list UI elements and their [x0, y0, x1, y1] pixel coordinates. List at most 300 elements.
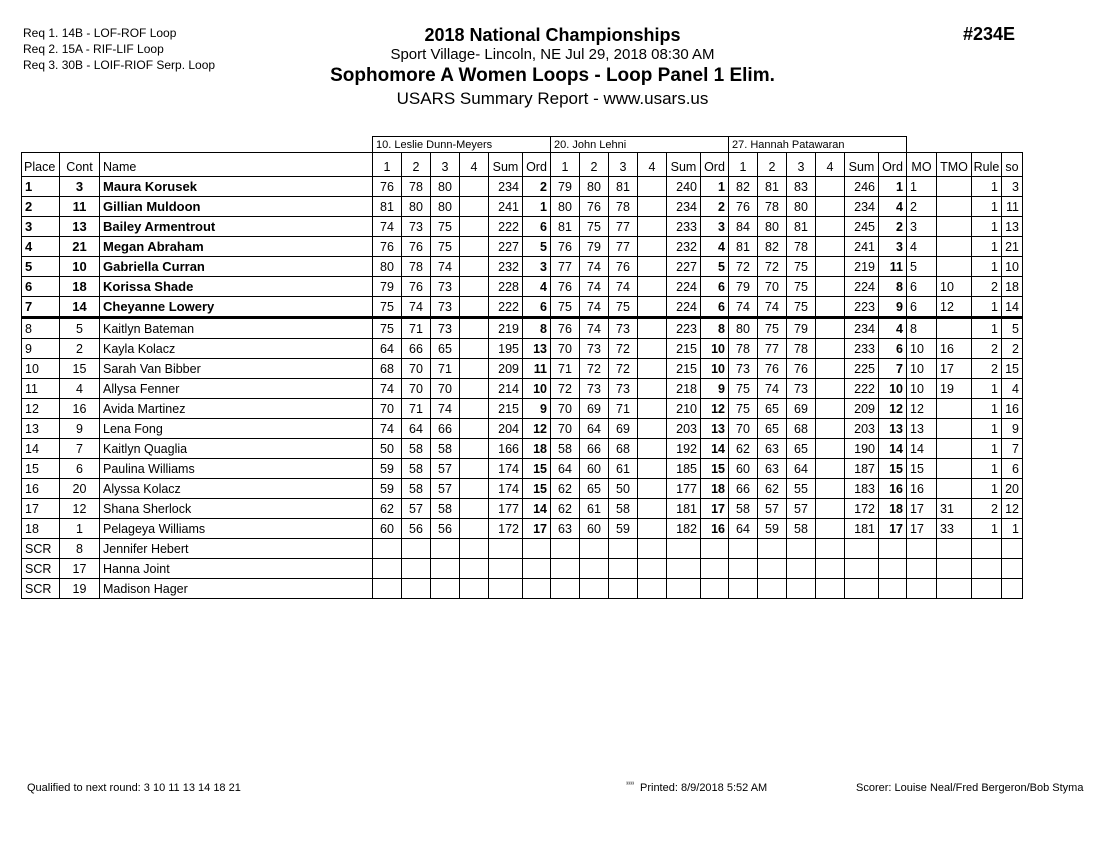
judge-2-score-cell: 76	[551, 237, 580, 257]
judge-1-score-cell: 70	[402, 379, 431, 399]
mo-cell: 16	[907, 479, 937, 499]
judge-3-score-cell: 74	[758, 297, 787, 318]
judge-2-score-cell: 80	[580, 177, 609, 197]
judge-3-sum-cell: 234	[845, 197, 879, 217]
contestant-number-cell: 5	[60, 318, 100, 339]
judge-2-score-cell: 63	[551, 519, 580, 539]
judge-1-score-cell	[460, 439, 489, 459]
judge-3-sum-cell: 172	[845, 499, 879, 519]
judge-2-score-cell: 79	[551, 177, 580, 197]
judge-1-score-cell	[460, 197, 489, 217]
judge-3-score-cell	[787, 559, 816, 579]
judge-1-name: 10. Leslie Dunn-Meyers	[373, 137, 551, 153]
judge-2-sum-cell: 181	[667, 499, 701, 519]
judge-3-sum-cell: 241	[845, 237, 879, 257]
judge-1-sum-cell: 209	[489, 359, 523, 379]
so-cell: 13	[1002, 217, 1023, 237]
requirements-list	[23, 25, 215, 73]
so-cell: 3	[1002, 177, 1023, 197]
judge-2-ord-cell	[701, 559, 729, 579]
table-row	[22, 479, 1023, 499]
judge-1-score-cell: 59	[373, 479, 402, 499]
judge-3-score-cell: 75	[729, 399, 758, 419]
judge-2-score-cell: 59	[609, 519, 638, 539]
so-cell: 5	[1002, 318, 1023, 339]
judge-3-score-cell: 62	[729, 439, 758, 459]
judge-2-ord-cell: 17	[701, 499, 729, 519]
so-cell: 14	[1002, 297, 1023, 318]
judge-3-sum-cell	[845, 559, 879, 579]
judge-1-score-cell: 58	[402, 439, 431, 459]
judge-1-score-cell	[460, 459, 489, 479]
rule-cell: 1	[972, 379, 1002, 399]
judge-1-ord-cell	[523, 559, 551, 579]
judge-2-score-cell	[638, 177, 667, 197]
judge-2-score-cell	[638, 539, 667, 559]
col-cont: Cont	[60, 153, 100, 177]
judge-1-score-cell	[373, 579, 402, 599]
judge-1-score-cell: 64	[373, 339, 402, 359]
judge-3-score-cell: 59	[758, 519, 787, 539]
skater-name-cell: Korissa Shade	[100, 277, 373, 297]
judge-1-ord-cell: 15	[523, 479, 551, 499]
judge-1-sum-cell	[489, 579, 523, 599]
contestant-number-cell: 8	[60, 539, 100, 559]
place-cell: SCR	[22, 579, 60, 599]
place-cell: 2	[22, 197, 60, 217]
judge-1-score-cell: 76	[373, 237, 402, 257]
judge-2-score-cell: 78	[609, 197, 638, 217]
judge-2-score-cell: 72	[609, 339, 638, 359]
col-tmo: TMO	[937, 153, 972, 177]
judge-2-ord-cell: 8	[701, 318, 729, 339]
judge-3-score-cell: 69	[787, 399, 816, 419]
judge-1-score-cell: 80	[373, 257, 402, 277]
judge-1-score-cell	[460, 297, 489, 318]
event-title: Sophomore A Women Loops - Loop Panel 1 Elim.	[330, 65, 775, 86]
requirement-item: Req 2. 15A - RIF-LIF Loop	[23, 42, 164, 56]
mo-cell: 17	[907, 499, 937, 519]
table-row	[22, 579, 1023, 599]
judge-1-ord-cell: 8	[523, 318, 551, 339]
tmo-cell: 31	[937, 499, 972, 519]
tmo-cell	[937, 399, 972, 419]
judge-3-sum-cell: 225	[845, 359, 879, 379]
judge-1-score-cell: 74	[373, 419, 402, 439]
tmo-cell: 17	[937, 359, 972, 379]
so-cell: 10	[1002, 257, 1023, 277]
judge-3-score-cell: 65	[758, 399, 787, 419]
judge-2-score-cell: 60	[580, 519, 609, 539]
judge-2-ord-cell: 12	[701, 399, 729, 419]
judge-1-score-cell: 75	[431, 237, 460, 257]
judge-3-name: 27. Hannah Patawaran	[729, 137, 907, 153]
judge-3-sum-cell: 187	[845, 459, 879, 479]
judge-1-score-cell: 59	[373, 459, 402, 479]
skater-name-cell: Bailey Armentrout	[100, 217, 373, 237]
rule-cell	[972, 559, 1002, 579]
judge-1-score-cell	[460, 499, 489, 519]
table-row	[22, 419, 1023, 439]
judge-1-score-cell: 73	[431, 297, 460, 318]
contestant-number-cell: 16	[60, 399, 100, 419]
skater-name-cell: Jennifer Hebert	[100, 539, 373, 559]
judge-1-sum-cell: 166	[489, 439, 523, 459]
judge-2-score-cell: 73	[609, 379, 638, 399]
mo-cell: 2	[907, 197, 937, 217]
table-row	[22, 399, 1023, 419]
judge-3-score-cell: 77	[758, 339, 787, 359]
judge-1-ord-cell: 1	[523, 197, 551, 217]
judge-1-score-cell: 62	[373, 499, 402, 519]
col-j3-score2: 2	[758, 153, 787, 177]
judge-2-score-cell	[551, 539, 580, 559]
judge-3-score-cell: 74	[758, 379, 787, 399]
judge-3-score-cell	[816, 217, 845, 237]
table-row	[22, 499, 1023, 519]
judge-3-score-cell	[816, 379, 845, 399]
judge-2-score-cell: 72	[580, 359, 609, 379]
col-so: so	[1002, 153, 1023, 177]
judge-3-score-cell	[816, 197, 845, 217]
judge-1-score-cell: 73	[402, 217, 431, 237]
skater-name-cell: Paulina Williams	[100, 459, 373, 479]
judge-1-score-cell	[460, 177, 489, 197]
judge-1-ord-cell: 9	[523, 399, 551, 419]
judge-1-score-cell: 56	[402, 519, 431, 539]
skater-name-cell: Kaitlyn Quaglia	[100, 439, 373, 459]
judge-1-sum-cell: 222	[489, 297, 523, 318]
judge-3-ord-cell: 2	[879, 217, 907, 237]
table-row	[22, 318, 1023, 339]
judge-1-sum-cell: 204	[489, 419, 523, 439]
tmo-cell	[937, 257, 972, 277]
judge-1-score-cell: 68	[373, 359, 402, 379]
judge-3-score-cell: 55	[787, 479, 816, 499]
so-cell: 2	[1002, 339, 1023, 359]
judge-3-score-cell	[816, 439, 845, 459]
col-rule: Rule	[972, 153, 1002, 177]
judge-1-sum-cell	[489, 559, 523, 579]
judge-2-score-cell: 74	[580, 277, 609, 297]
skater-name-cell: Hanna Joint	[100, 559, 373, 579]
judge-3-score-cell: 57	[787, 499, 816, 519]
judge-1-score-cell: 60	[373, 519, 402, 539]
judge-1-score-cell: 70	[431, 379, 460, 399]
table-row	[22, 379, 1023, 399]
so-cell: 1	[1002, 519, 1023, 539]
judge-3-score-cell	[816, 257, 845, 277]
judge-1-ord-cell: 14	[523, 499, 551, 519]
col-mo: MO	[907, 153, 937, 177]
col-j1-score4: 4	[460, 153, 489, 177]
judge-1-score-cell	[460, 559, 489, 579]
contestant-number-cell: 2	[60, 339, 100, 359]
judge-1-ord-cell: 12	[523, 419, 551, 439]
tmo-cell	[937, 539, 972, 559]
mo-cell: 6	[907, 297, 937, 318]
judge-2-score-cell: 73	[580, 339, 609, 359]
judge-3-score-cell: 65	[758, 419, 787, 439]
col-j2-score3: 3	[609, 153, 638, 177]
skater-name-cell: Avida Martinez	[100, 399, 373, 419]
place-cell: 1	[22, 177, 60, 197]
so-cell: 11	[1002, 197, 1023, 217]
judge-2-score-cell: 70	[551, 399, 580, 419]
col-j2-score4: 4	[638, 153, 667, 177]
judge-3-ord-cell: 10	[879, 379, 907, 399]
judge-3-score-cell: 70	[758, 277, 787, 297]
judge-3-sum-cell: 190	[845, 439, 879, 459]
judge-2-sum-cell	[667, 559, 701, 579]
results-body	[22, 177, 1023, 599]
place-cell: 16	[22, 479, 60, 499]
rule-cell: 1	[972, 399, 1002, 419]
judge-1-sum-cell: 215	[489, 399, 523, 419]
so-cell	[1002, 559, 1023, 579]
contestant-number-cell: 15	[60, 359, 100, 379]
qualified-list: Qualified to next round: 3 10 11 13 14 18 21	[27, 782, 241, 794]
judge-2-score-cell: 58	[551, 439, 580, 459]
judge-3-sum-cell	[845, 579, 879, 599]
judge-3-score-cell: 68	[787, 419, 816, 439]
judge-1-score-cell	[460, 217, 489, 237]
judge-3-score-cell	[816, 237, 845, 257]
place-cell: 11	[22, 379, 60, 399]
judge-1-ord-cell: 11	[523, 359, 551, 379]
judge-2-sum-cell: 182	[667, 519, 701, 539]
judge-2-score-cell	[609, 579, 638, 599]
contestant-number-cell: 11	[60, 197, 100, 217]
judge-2-sum-cell: 224	[667, 297, 701, 318]
results-table	[21, 136, 1023, 599]
judge-3-ord-cell: 4	[879, 318, 907, 339]
tmo-cell: 19	[937, 379, 972, 399]
judge-3-sum-cell: 234	[845, 318, 879, 339]
judge-1-score-cell: 57	[402, 499, 431, 519]
judge-1-score-cell	[460, 318, 489, 339]
judge-3-score-cell: 78	[787, 237, 816, 257]
judge-2-score-cell: 81	[551, 217, 580, 237]
judge-2-score-cell	[638, 459, 667, 479]
mo-cell: 6	[907, 277, 937, 297]
judge-2-score-cell: 77	[551, 257, 580, 277]
judge-2-score-cell: 60	[580, 459, 609, 479]
judge-1-score-cell: 50	[373, 439, 402, 459]
judge-2-score-cell: 73	[580, 379, 609, 399]
judge-3-score-cell: 64	[787, 459, 816, 479]
mo-cell: 10	[907, 359, 937, 379]
contestant-number-cell: 13	[60, 217, 100, 237]
judge-1-score-cell: 80	[431, 197, 460, 217]
judge-2-score-cell	[609, 539, 638, 559]
judge-1-score-cell: 70	[402, 359, 431, 379]
report-header	[250, 24, 855, 110]
col-j1-score2: 2	[402, 153, 431, 177]
place-cell: 17	[22, 499, 60, 519]
rule-cell: 1	[972, 479, 1002, 499]
so-cell: 15	[1002, 359, 1023, 379]
judge-3-score-cell	[729, 579, 758, 599]
contestant-number-cell: 20	[60, 479, 100, 499]
table-row	[22, 539, 1023, 559]
place-cell: SCR	[22, 559, 60, 579]
judge-1-ord-cell	[523, 579, 551, 599]
judge-1-score-cell: 73	[431, 318, 460, 339]
judge-1-ord-cell: 4	[523, 277, 551, 297]
championship-title: 2018 National Championships	[424, 25, 681, 45]
judge-2-score-cell: 75	[580, 217, 609, 237]
judge-1-sum-cell: 214	[489, 379, 523, 399]
judge-3-score-cell: 82	[758, 237, 787, 257]
judge-3-ord-cell: 13	[879, 419, 907, 439]
col-j3-score3: 3	[787, 153, 816, 177]
judge-2-score-cell: 72	[551, 379, 580, 399]
judge-2-ord-cell	[701, 579, 729, 599]
mo-cell: 14	[907, 439, 937, 459]
judge-1-score-cell	[373, 539, 402, 559]
judge-3-ord-cell: 8	[879, 277, 907, 297]
judge-3-score-cell: 58	[729, 499, 758, 519]
place-cell: 5	[22, 257, 60, 277]
judge-2-ord-cell: 6	[701, 297, 729, 318]
judge-2-score-cell: 75	[551, 297, 580, 318]
rule-cell: 1	[972, 177, 1002, 197]
skater-name-cell: Kaitlyn Bateman	[100, 318, 373, 339]
judge-1-score-cell: 71	[402, 318, 431, 339]
judge-1-score-cell: 71	[431, 359, 460, 379]
judge-1-score-cell: 66	[431, 419, 460, 439]
judge-1-score-cell	[402, 539, 431, 559]
judge-3-score-cell	[816, 559, 845, 579]
judge-3-ord-cell: 14	[879, 439, 907, 459]
judge-1-score-cell: 74	[431, 399, 460, 419]
judge-2-score-cell: 71	[551, 359, 580, 379]
place-cell: 12	[22, 399, 60, 419]
judge-1-score-cell: 75	[373, 318, 402, 339]
judge-3-score-cell: 60	[729, 459, 758, 479]
table-row	[22, 237, 1023, 257]
rule-cell: 1	[972, 297, 1002, 318]
judge-2-score-cell	[638, 419, 667, 439]
judge-1-score-cell	[460, 539, 489, 559]
judge-1-ord-cell: 3	[523, 257, 551, 277]
judge-2-ord-cell	[701, 539, 729, 559]
judge-2-score-cell	[638, 559, 667, 579]
judge-1-sum-cell	[489, 539, 523, 559]
judge-3-score-cell: 75	[787, 257, 816, 277]
table-row	[22, 217, 1023, 237]
judge-3-score-cell: 78	[787, 339, 816, 359]
judge-2-ord-cell: 18	[701, 479, 729, 499]
judge-2-ord-cell: 10	[701, 339, 729, 359]
table-row	[22, 519, 1023, 539]
judge-2-ord-cell: 1	[701, 177, 729, 197]
contestant-number-cell: 12	[60, 499, 100, 519]
judge-1-ord-cell: 18	[523, 439, 551, 459]
judge-2-ord-cell: 3	[701, 217, 729, 237]
table-row	[22, 339, 1023, 359]
judge-1-score-cell: 75	[373, 297, 402, 318]
judge-2-score-cell	[580, 579, 609, 599]
judge-1-score-cell: 70	[373, 399, 402, 419]
judge-3-sum-cell: 245	[845, 217, 879, 237]
rule-cell: 1	[972, 459, 1002, 479]
judge-3-score-cell: 78	[758, 197, 787, 217]
judge-2-score-cell	[638, 197, 667, 217]
judge-3-score-cell: 73	[787, 379, 816, 399]
judge-1-score-cell: 57	[431, 479, 460, 499]
judge-2-score-cell: 62	[551, 499, 580, 519]
col-j1-ord: Ord	[523, 153, 551, 177]
rule-cell: 1	[972, 237, 1002, 257]
judge-1-sum-cell: 174	[489, 479, 523, 499]
mo-cell: 1	[907, 177, 937, 197]
judge-3-score-cell	[729, 559, 758, 579]
mo-cell: 10	[907, 339, 937, 359]
judge-1-score-cell	[460, 257, 489, 277]
col-place: Place	[22, 153, 60, 177]
judge-3-score-cell	[816, 539, 845, 559]
judge-2-score-cell: 69	[580, 399, 609, 419]
judge-1-score-cell: 80	[402, 197, 431, 217]
contestant-number-cell: 21	[60, 237, 100, 257]
judge-2-score-cell	[638, 318, 667, 339]
judge-3-score-cell	[816, 479, 845, 499]
judge-2-score-cell	[638, 399, 667, 419]
place-cell: 10	[22, 359, 60, 379]
judge-1-score-cell	[402, 579, 431, 599]
judge-2-score-cell	[638, 277, 667, 297]
contestant-number-cell: 10	[60, 257, 100, 277]
judge-3-sum-cell: 246	[845, 177, 879, 197]
mo-cell: 17	[907, 519, 937, 539]
judge-3-score-cell	[816, 177, 845, 197]
judge-2-sum-cell: 240	[667, 177, 701, 197]
tmo-cell	[937, 217, 972, 237]
judge-1-ord-cell: 6	[523, 297, 551, 318]
table-row	[22, 297, 1023, 318]
table-row	[22, 277, 1023, 297]
skater-name-cell: Kayla Kolacz	[100, 339, 373, 359]
judge-2-score-cell: 58	[609, 499, 638, 519]
judge-3-sum-cell: 203	[845, 419, 879, 439]
tmo-cell	[937, 197, 972, 217]
tmo-cell	[937, 479, 972, 499]
judge-3-score-cell: 81	[787, 217, 816, 237]
judge-3-score-cell: 80	[758, 217, 787, 237]
tmo-cell: 10	[937, 277, 972, 297]
so-cell: 16	[1002, 399, 1023, 419]
judge-2-score-cell: 50	[609, 479, 638, 499]
skater-name-cell: Allysa Fenner	[100, 379, 373, 399]
so-cell: 20	[1002, 479, 1023, 499]
col-j3-score4: 4	[816, 153, 845, 177]
tmo-cell	[937, 177, 972, 197]
judge-1-sum-cell: 232	[489, 257, 523, 277]
table-row	[22, 177, 1023, 197]
judge-2-score-cell	[609, 559, 638, 579]
printed-date: Printed: 8/9/2018 5:52 AM	[640, 782, 768, 794]
judge-1-ord-cell: 10	[523, 379, 551, 399]
mo-cell: 4	[907, 237, 937, 257]
judge-3-score-cell: 74	[729, 297, 758, 318]
tmo-cell: 16	[937, 339, 972, 359]
judge-2-score-cell	[638, 499, 667, 519]
judge-3-ord-cell	[879, 559, 907, 579]
tmo-cell	[937, 318, 972, 339]
so-cell	[1002, 539, 1023, 559]
